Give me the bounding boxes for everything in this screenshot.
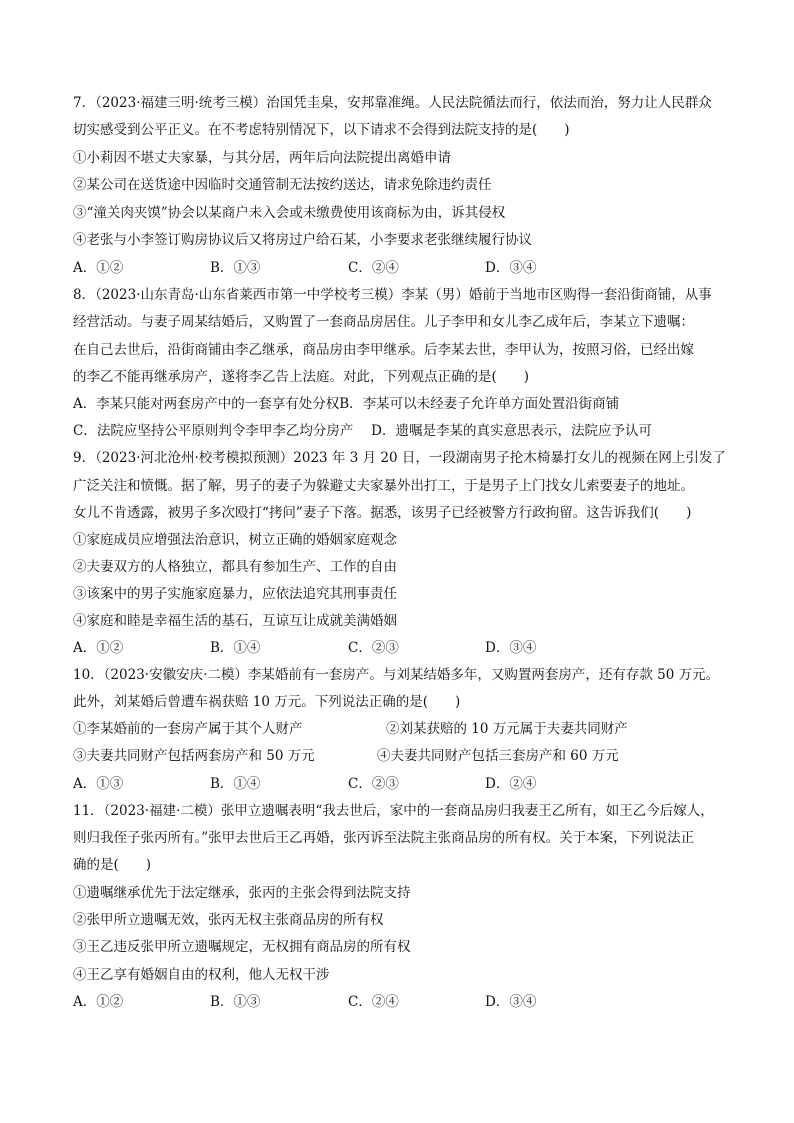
option-d[interactable]: D．③④: [485, 640, 537, 656]
question-stem-line: 9．（2023·河北沧州·校考模拟预测）2023 年 3 月 20 日，一段湖南男子抡木椅暴打女儿的视频在网上引发了: [73, 450, 726, 466]
option-a[interactable]: A．①②: [73, 994, 124, 1010]
question-stem-line: 切实感受到公平正义。在不考虑特别情况下，以下请求不会得到法院支持的是( ): [73, 122, 570, 138]
option-a[interactable]: A．①③: [73, 776, 124, 792]
question-stem-line: 广泛关注和愤慨。据了解，男子的妻子为躲避丈夫家暴外出打工，于是男子上门找女儿索要妻子的地址。: [73, 478, 694, 494]
option-b[interactable]: B．①③: [210, 994, 261, 1010]
option-c[interactable]: C．②④: [348, 260, 399, 276]
question-stem-line: 10．（2023·安徽安庆·二模）李某婚前有一套房产。与刘某结婚多年，又购置两套房产，还有存款 50 万元。: [73, 667, 720, 683]
option-d[interactable]: D．③④: [485, 994, 537, 1010]
statement-item: ②刘某获赔的 10 万元属于夫妻共同财产: [386, 721, 628, 737]
question-stem-line: 此外，刘某婚后曾遭车祸获赔 10 万元。下列说法正确的是( ): [73, 694, 461, 710]
option-b[interactable]: B．①④: [210, 640, 261, 656]
option-c[interactable]: C．②③: [348, 640, 399, 656]
option-b[interactable]: B．①③: [210, 260, 261, 276]
statement-item: ①家庭成员应增强法治意识，树立正确的婚姻家庭观念: [73, 532, 397, 548]
statement-item: ③“潼关肉夹馍”协会以某商户未入会或未缴费使用该商标为由，诉其侵权: [73, 205, 506, 221]
statement-item: ①李某婚前的一套房产属于其个人财产: [73, 721, 303, 737]
question-stem-line: 11．（2023·福建·二模）张甲立遗嘱表明“我去世后，家中的一套商品房归我妻王乙所有，如王乙今后嫁人，: [73, 803, 714, 819]
question-stem-line: 则归我侄子张丙所有。”张甲去世后王乙再婚，张丙诉至法院主张商品房的所有权。关于本案，下列说法正: [73, 830, 695, 846]
statement-item: ④老张与小李签订购房协议后又将房过户给石某，小李要求老张继续履行协议: [73, 232, 532, 248]
question-stem-line: 的李乙不能再继承房产，遂将李乙告上法庭。对此，下列观点正确的是( ): [73, 369, 530, 385]
statement-item: ②某公司在送货途中因临时交通管制无法按约送达，请求免除违约责任: [73, 177, 492, 193]
question-stem-line: 在自己去世后，沿街商铺由李乙继承，商品房由李甲继承。后李某去世，李甲认为，按照习俗，已经出嫁: [73, 342, 694, 358]
option-line-ab[interactable]: A．李某只能对两套房产中的一套享有处分权B．李某可以未经妻子允许单方面处置沿街商铺: [73, 396, 620, 412]
option-c[interactable]: C．②④: [348, 994, 399, 1010]
statement-item: ④王乙享有婚姻自由的权利，他人无权干涉: [73, 967, 330, 983]
statement-item: ②张甲所立遗嘱无效，张丙无权主张商品房的所有权: [73, 912, 384, 928]
option-c[interactable]: C．②③: [348, 776, 399, 792]
statement-item: ③夫妻共同财产包括两套房产和 50 万元: [73, 748, 315, 764]
statement-item: ④夫妻共同财产包括三套房产和 60 万元: [377, 748, 619, 764]
question-stem-line: 7．（2023·福建三明·统考三模）治国凭圭臬，安邦靠准绳。人民法院循法而行，依法而治，努力让人民群众: [73, 95, 712, 111]
option-d[interactable]: D．③④: [485, 260, 537, 276]
option-a[interactable]: A．①②: [73, 640, 124, 656]
option-b[interactable]: B．①④: [210, 776, 261, 792]
question-stem-line: 8．（2023·山东青岛·山东省莱西市第一中学校考三模）李某（男）婚前于当地市区购得一套沿街商铺，从事: [73, 287, 712, 303]
option-line-cd[interactable]: C．法院应坚持公平原则判令李甲李乙均分房产 D．遗嘱是李某的真实意思表示，法院应予认可: [73, 423, 652, 439]
statement-item: ①小莉因不堪丈夫家暴，与其分居，两年后向法院提出离婚申请: [73, 150, 451, 166]
statement-item: ④家庭和睦是幸福生活的基石，互谅互让成就美满婚姻: [73, 613, 397, 629]
statement-item: ③王乙违反张甲所立遗嘱规定，无权拥有商品房的所有权: [73, 939, 411, 955]
question-stem-line: 女儿不肯透露，被男子多次殴打“拷问”妻子下落。据悉，该男子已经被警方行政拘留。这告诉我们( ): [73, 505, 692, 521]
question-stem-line: 确的是( ): [73, 857, 152, 873]
statement-item: ③该案中的男子实施家庭暴力，应依法追究其刑事责任: [73, 586, 397, 602]
option-a[interactable]: A．①②: [73, 260, 124, 276]
option-d[interactable]: D．②④: [485, 776, 537, 792]
statement-item: ①遗嘱继承优先于法定继承，张丙的主张会得到法院支持: [73, 885, 411, 901]
statement-item: ②夫妻双方的人格独立，都具有参加生产、工作的自由: [73, 559, 397, 575]
question-stem-line: 经营活动。与妻子周某结婚后，又购置了一套商品房居住。儿子李甲和女儿李乙成年后，李某立下遗嘱：: [73, 314, 694, 330]
